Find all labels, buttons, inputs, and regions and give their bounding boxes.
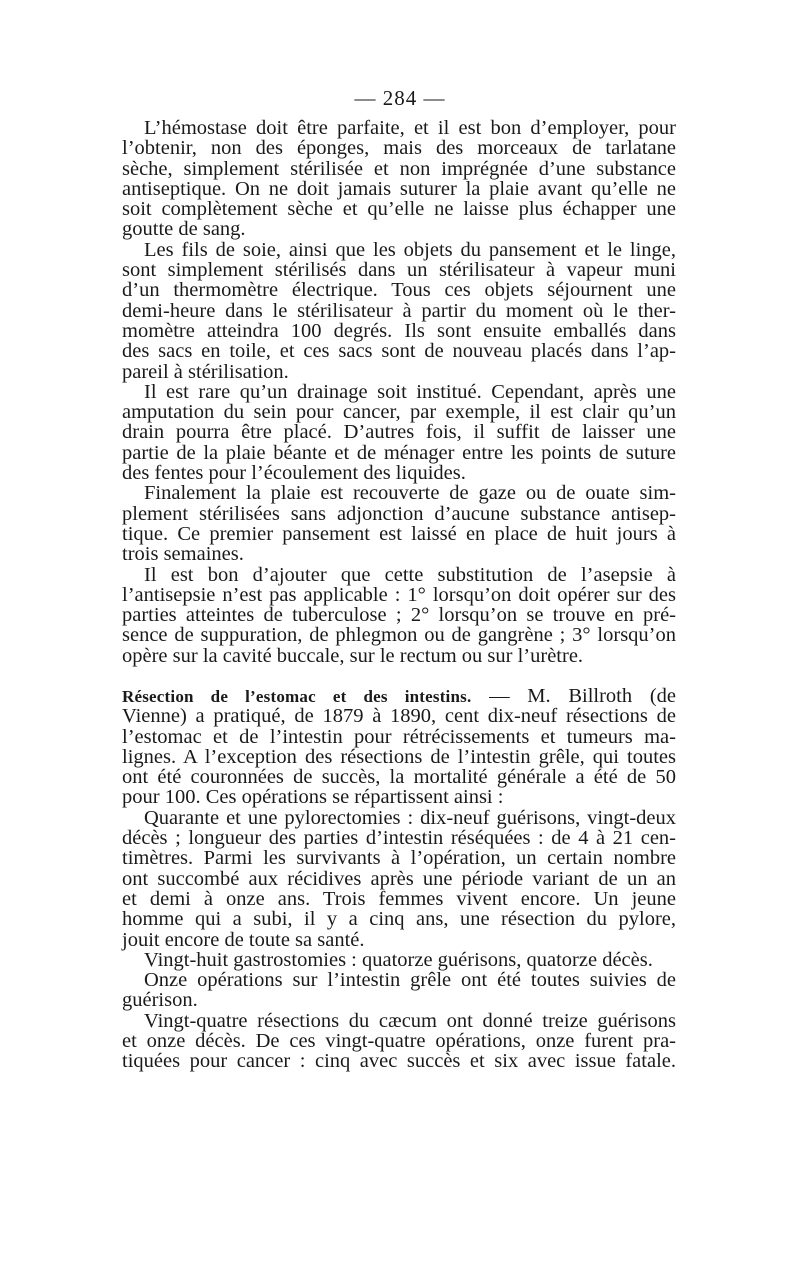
section1-line: tique. Ce premier pansement est laissé en place de huit jours à — [122, 522, 676, 545]
section-heading: Résection de l’estomac et des intestins. — [122, 687, 472, 706]
section1-line: Il est rare qu’un drainage soit institué. Cependant, après une — [144, 380, 676, 403]
section1-line: amputation du sein pour cancer, par exemple, il est clair qu’un — [122, 401, 676, 424]
section1-line: Finalement la plaie est recouverte de gaze ou de ouate sim- — [144, 482, 676, 505]
section1-line: Il est bon d’ajouter que cette substitution de l’asepsie à — [144, 563, 676, 586]
section-antisepsis-text — [122, 118, 676, 666]
section1-line: antiseptique. On ne doit jamais suturer la plaie avant qu’elle ne — [122, 177, 676, 200]
section2-line: Vingt-quatre résections du cæcum ont donné treize guérisons — [144, 1009, 676, 1032]
section1-line: partie de la plaie béante et de ménager entre les points de suture — [122, 441, 676, 464]
section2-line: ont été couronnées de succès, la mortalité générale a été de 50 — [122, 766, 676, 789]
section1-line: trois semaines. — [122, 543, 244, 566]
section1-line: soit complètement sèche et qu’elle ne laisse plus échapper une — [122, 198, 676, 221]
section1-line: goutte de sang. — [122, 218, 246, 241]
section1-line: demi-heure dans le stérilisateur à partir du moment où le ther- — [122, 299, 676, 322]
section2-line: guérison. — [122, 989, 198, 1012]
section1-line: momètre atteindra 100 degrés. Ils sont ensuite emballés dans — [122, 319, 676, 342]
section1-line: pareil à stérilisation. — [122, 360, 289, 383]
section1-line: plement stérilisées sans adjonction d’aucune substance antisep- — [122, 502, 676, 525]
section1-line: l’obtenir, non des éponges, mais des morceaux de tarlatane — [122, 137, 676, 160]
section2-line: homme qui a subi, il y a cinq ans, une résection du pylore, — [122, 908, 676, 931]
section2-line: Vienne) a pratiqué, de 1879 à 1890, cent dix-neuf résections de — [122, 705, 676, 728]
section2-line: jouit encore de toute sa santé. — [122, 928, 365, 951]
section-heading-line — [122, 686, 676, 706]
section2-line: ont succombé aux récidives après une période variant de un an — [122, 867, 676, 890]
section-heading-tail: — M. Billroth (de — [471, 685, 676, 707]
section2-line: lignes. A l’exception des résections de l’intestin grêle, qui toutes — [122, 745, 676, 768]
section2-line: timètres. Parmi les survivants à l’opération, un certain nombre — [122, 847, 676, 870]
section1-line: sèche, simplement stérilisée et non imprégnée d’une substance — [122, 157, 676, 180]
section1-line: sence de suppuration, de phlegmon ou de gangrène ; 3° lorsqu’on — [122, 624, 676, 647]
section2-line: Onze opérations sur l’intestin grêle ont été toutes suivies de — [144, 969, 676, 992]
section1-line: sont simplement stérilisés dans un stérilisateur à vapeur muni — [122, 259, 676, 282]
section2-line: Quarante et une pylorectomies : dix-neuf guérisons, vingt-deux — [144, 806, 676, 829]
section1-line: Les fils de soie, ainsi que les objets du pansement et le linge, — [144, 238, 676, 261]
section2-line: pour 100. Ces opérations se répartissent ainsi : — [122, 786, 504, 809]
section1-line: drain pourra être placé. D’autres fois, il suffit de laisser une — [122, 421, 676, 444]
section2-line: décès ; longueur des parties d’intestin réséquées : de 4 à 21 cen- — [122, 827, 676, 850]
section1-line: des sacs en toile, et ces sacs sont de nouveau placés dans l’ap- — [122, 340, 676, 363]
section2-line: et demi à onze ans. Trois femmes vivent encore. Un jeune — [122, 887, 676, 910]
page-number: — 284 — — [354, 86, 446, 110]
section2-line: l’estomac et de l’intestin pour rétrécissements et tumeurs ma- — [122, 725, 676, 748]
section1-line: L’hémostase doit être parfaite, et il est bon d’employer, pour — [144, 117, 676, 139]
section1-line: d’un thermomètre électrique. Tous ces objets séjournent une — [122, 279, 676, 302]
section1-line: l’antisepsie n’est pas applicable : 1° lorsqu’on doit opérer sur des — [122, 583, 676, 606]
section1-line: parties atteintes de tuberculose ; 2° lorsqu’on se trouve en pré- — [122, 604, 676, 627]
section1-line: des fentes pour l’écoulement des liquides. — [122, 462, 466, 485]
section2-line: Vingt-huit gastrostomies : quatorze guérisons, quatorze décès. — [144, 948, 653, 971]
section2-line: et onze décès. De ces vingt-quatre opérations, onze furent pra- — [122, 1030, 676, 1053]
section2-line: tiquées pour cancer : cinq avec succès et six avec issue fatale. — [122, 1050, 676, 1073]
section-gastric-resection-text — [122, 686, 676, 1072]
section1-line: opère sur la cavité buccale, sur le rectum ou sur l’urètre. — [122, 644, 584, 667]
